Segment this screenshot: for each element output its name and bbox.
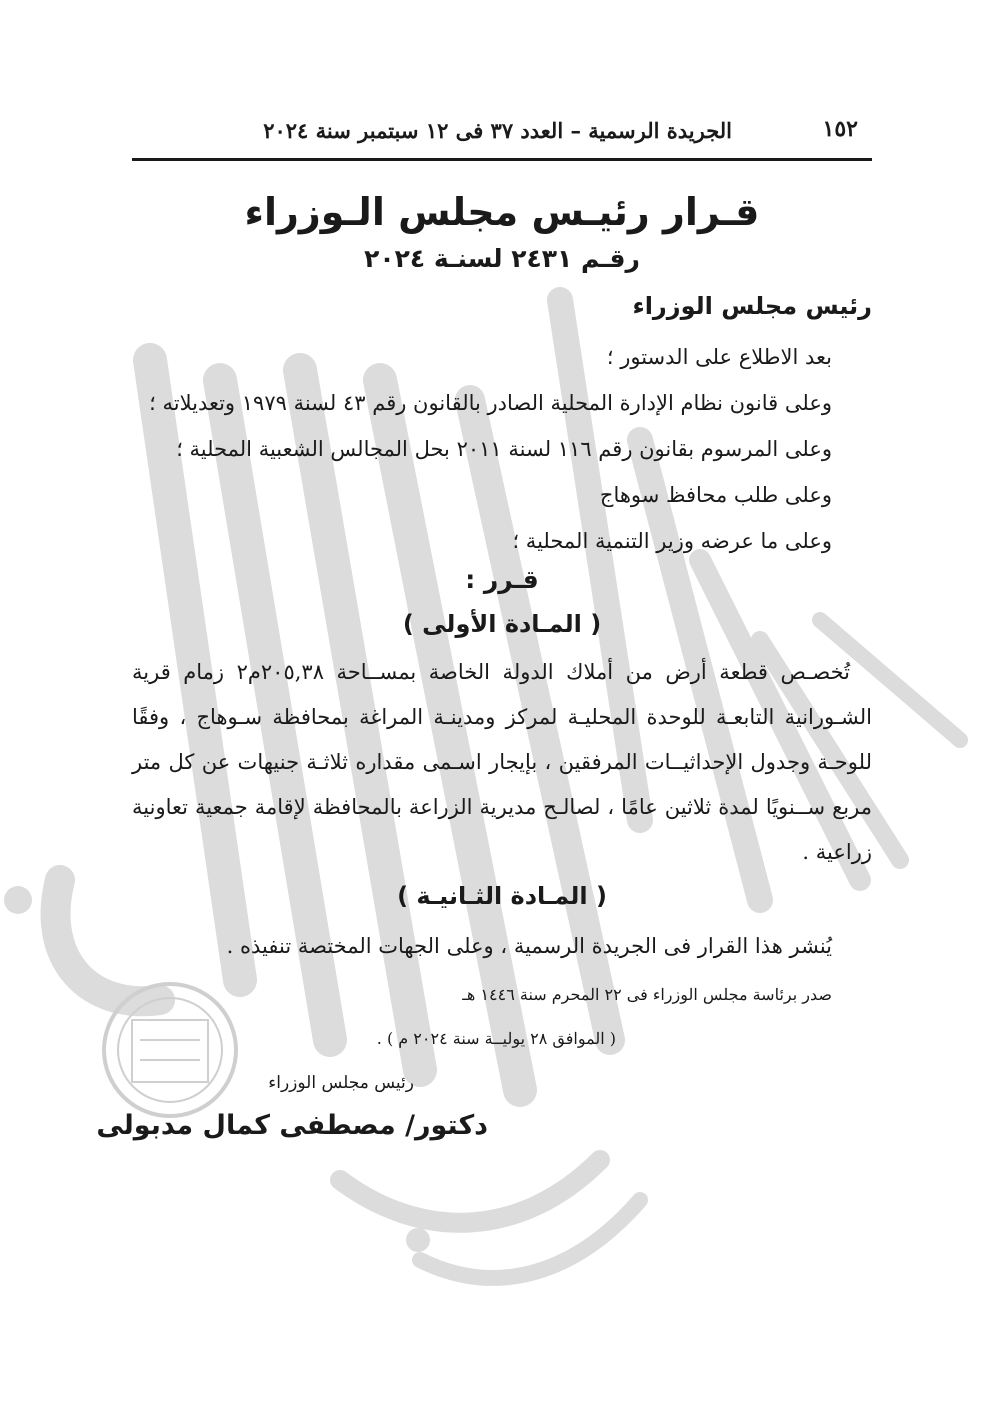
decided-label: قـرر :: [465, 565, 539, 594]
article-1-text: تُخصـص قطعة أرض من أملاك الدولة الخاصة بمســاحة ٢٠٥,٣٨م٢ زمام قرية الشـورانية التابعـة للوحدة المحليـة لمركز ومدينـة المراغة بمحافظة سـوهاج ، وفقًا للوحـة وجدول الإحداثيــات المرفقين ، بإيجار اسـمى مقداره ثلاثـة جنيهات عن كل متر مربع ســنويًا لمدة ثلاثين عامًا ، لصالـح مديرية الزراعة بالمحافظة لإقامة جمعية تعاونية زراعية .: [132, 660, 872, 864]
signatory-title: رئيس مجلس الوزراء: [268, 1073, 414, 1093]
preamble-line: وعلى طلب محافظ سوهاج: [599, 483, 832, 507]
preamble: [132, 334, 832, 564]
issued-date: صدر برئاسة مجلس الوزراء فى ٢٢ المحرم سنة ١٤٤٦ هـ: [462, 985, 832, 1004]
issuer-heading: رئيس مجلس الوزراء: [632, 292, 872, 320]
article-1-heading: ( المـادة الأولى ): [402, 610, 602, 638]
article-2-text: يُنشر هذا القرار فى الجريدة الرسمية ، وعلى الجهات المختصة تنفيذه .: [226, 934, 832, 958]
corresponding-date: ( الموافق ٢٨ يوليــة سنة ٢٠٢٤ م ) .: [376, 1029, 616, 1048]
preamble-line: وعلى قانون نظام الإدارة المحلية الصادر بالقانون رقم ٤٣ لسنة ١٩٧٩ وتعديلاته ؛: [149, 391, 832, 415]
decree-title: قـرار رئيـس مجلس الـوزراء: [244, 190, 760, 234]
article-2-heading: ( المـادة الثـانيـة ): [397, 882, 607, 910]
article-1-body: [132, 650, 872, 875]
signatory-name: دكتور/ مصطفى كمال مدبولى: [96, 1110, 488, 1141]
page-header: [132, 112, 872, 161]
running-header: الجريدة الرسمية – العدد ٣٧ فى ١٢ سبتمبر سنة ٢٠٢٤: [263, 118, 732, 143]
preamble-line: وعلى المرسوم بقانون رقم ١١٦ لسنة ٢٠١١ بحل المجالس الشعبية المحلية ؛: [176, 437, 832, 461]
preamble-line: وعلى ما عرضه وزير التنمية المحلية ؛: [512, 529, 832, 553]
decree-number: رقـم ٢٤٣١ لسنـة ٢٠٢٤: [364, 244, 640, 273]
preamble-line: بعد الاطلاع على الدستور ؛: [606, 345, 832, 369]
page-number: ١٥٢: [822, 116, 858, 142]
